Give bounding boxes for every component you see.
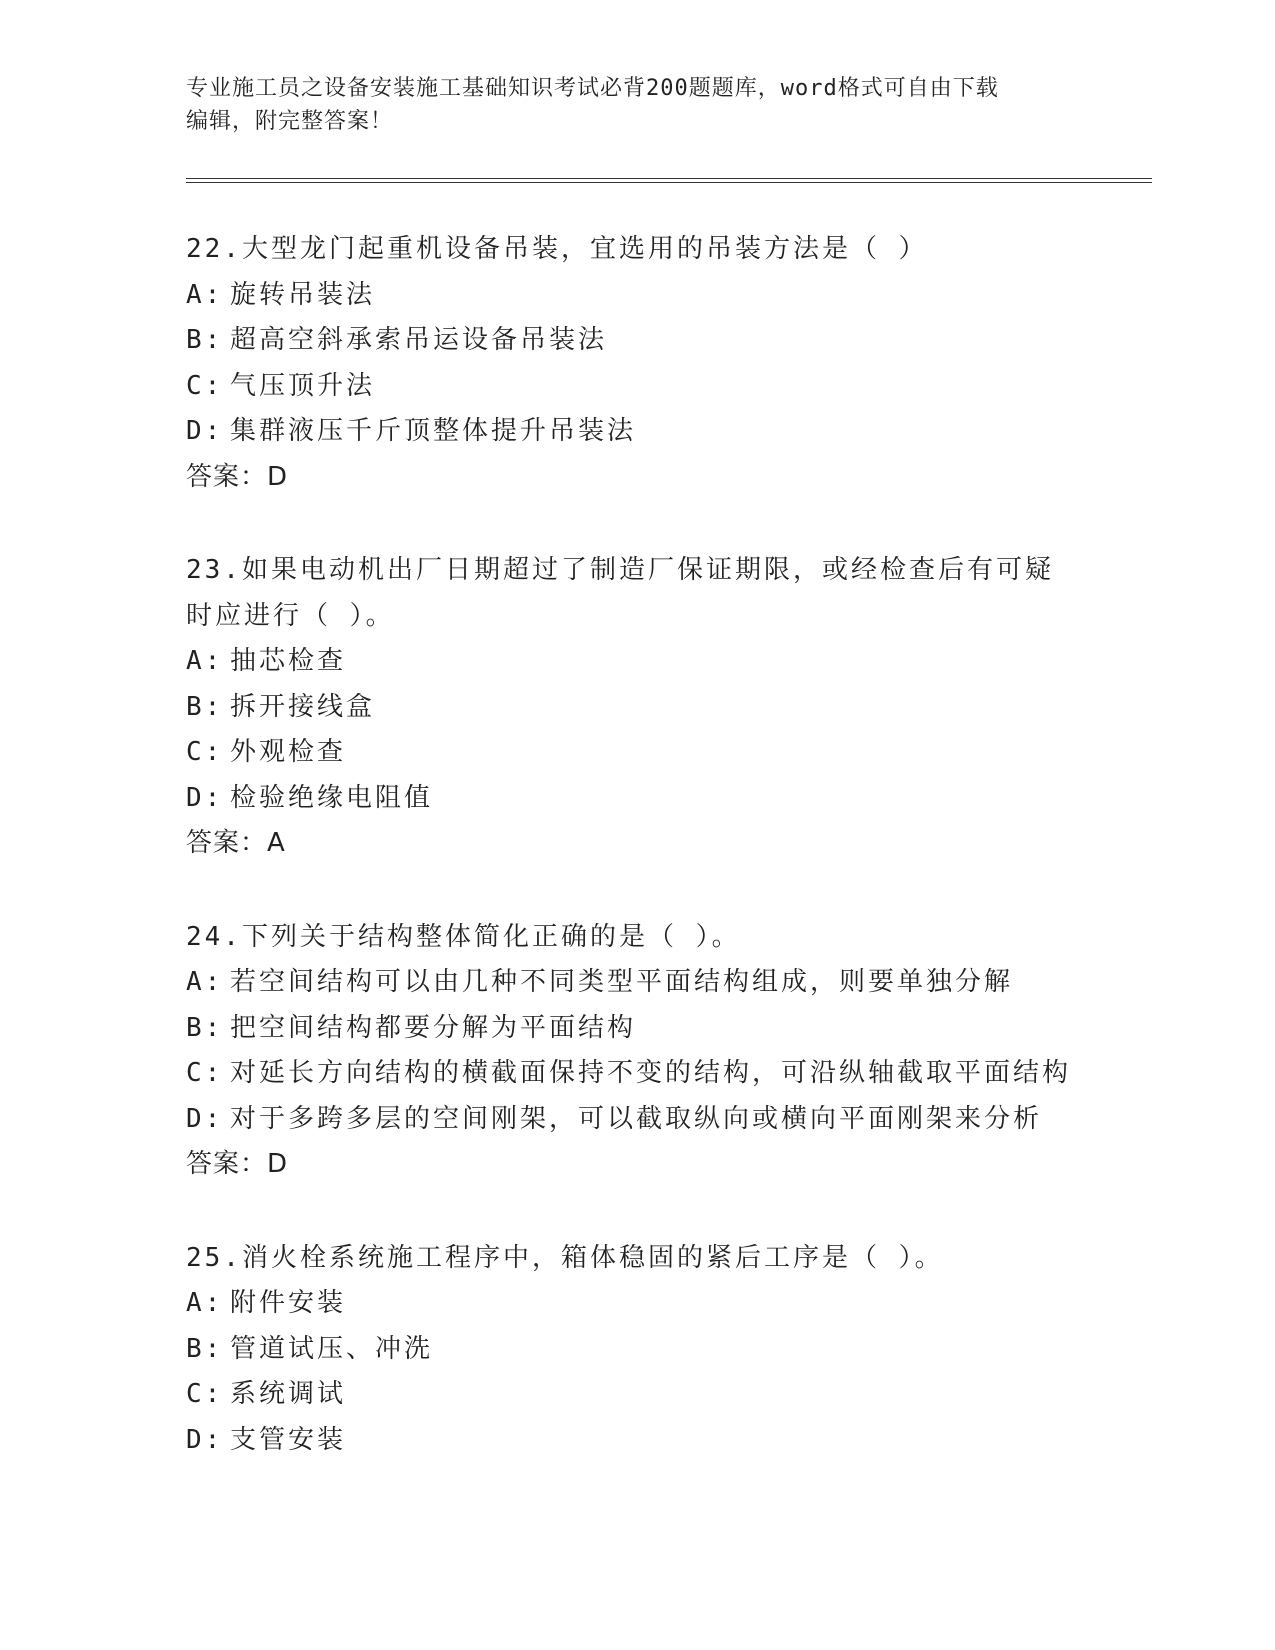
question-stem: 23.如果电动机出厂日期超过了制造厂保证期限，或经检查后有可疑时应进行（ ）。 <box>186 555 1054 631</box>
option-key: D: <box>186 782 224 813</box>
option-b <box>186 1006 1146 1052</box>
question-list <box>186 227 1146 1511</box>
option-d <box>186 776 1146 822</box>
option-d <box>186 1418 1146 1464</box>
option-b <box>186 1327 1146 1373</box>
option-text: 系统调试 <box>230 1379 347 1409</box>
question-stem: 24.下列关于结构整体简化正确的是（ ）。 <box>186 921 741 952</box>
option-key: B: <box>186 691 224 722</box>
option-key: C: <box>186 370 224 401</box>
option-a <box>186 1281 1146 1327</box>
option-b <box>186 685 1146 731</box>
option-a <box>186 960 1146 1006</box>
option-text: 集群液压千斤顶整体提升吊装法 <box>230 416 637 446</box>
option-text: 外观检查 <box>230 737 347 767</box>
answer-line: 答案：D <box>186 1149 289 1179</box>
option-c <box>186 730 1146 776</box>
option-key: B: <box>186 325 224 355</box>
header-line-1: 专业施工员之设备安装施工基础知识考试必背200题题库，word格式可自由下载 <box>186 76 999 101</box>
option-key: D: <box>186 416 224 446</box>
answer-line: 答案：A <box>186 828 286 858</box>
question-stem: 22.大型龙门起重机设备吊装，宜选用的吊装方法是（ ） <box>186 234 928 264</box>
option-d <box>186 1097 1146 1143</box>
option-key: A: <box>186 646 224 676</box>
option-key: C: <box>186 1379 224 1409</box>
option-key: D: <box>186 1424 224 1455</box>
option-a <box>186 273 1146 319</box>
option-text: 附件安装 <box>230 1288 347 1318</box>
option-text: 抽芯检查 <box>230 646 347 676</box>
option-text: 检验绝缘电阻值 <box>230 782 434 813</box>
option-c <box>186 364 1146 410</box>
question-22 <box>186 227 1146 500</box>
header-line-2: 编辑，附完整答案！ <box>186 109 394 134</box>
option-key: C: <box>186 737 224 767</box>
option-text: 支管安装 <box>230 1424 347 1455</box>
option-text: 对于多跨多层的空间刚架，可以截取纵向或横向平面刚架来分析 <box>230 1103 1043 1134</box>
option-key: A: <box>186 967 224 997</box>
option-b <box>186 318 1146 364</box>
document-header <box>186 72 1066 138</box>
option-c <box>186 1051 1146 1097</box>
option-text: 旋转吊装法 <box>230 279 376 310</box>
option-d <box>186 409 1146 455</box>
option-a <box>186 639 1146 685</box>
option-key: B: <box>186 1333 224 1364</box>
question-24 <box>186 915 1146 1188</box>
option-key: D: <box>186 1103 224 1134</box>
option-c <box>186 1372 1146 1418</box>
header-divider-bottom <box>186 182 1152 183</box>
header-divider-top <box>186 178 1152 179</box>
option-text: 把空间结构都要分解为平面结构 <box>230 1012 637 1043</box>
option-text: 超高空斜承索吊运设备吊装法 <box>230 325 608 355</box>
option-text: 对延长方向结构的横截面保持不变的结构，可沿纵轴截取平面结构 <box>230 1058 1072 1088</box>
option-key: A: <box>186 1288 224 1318</box>
option-key: A: <box>186 279 224 310</box>
option-key: B: <box>186 1012 224 1043</box>
question-23 <box>186 548 1146 867</box>
option-text: 若空间结构可以由几种不同类型平面结构组成，则要单独分解 <box>230 967 1014 997</box>
question-stem: 25.消火栓系统施工程序中，箱体稳固的紧后工序是（ ）。 <box>186 1242 944 1273</box>
option-text: 拆开接线盒 <box>230 691 376 722</box>
answer-line: 答案：D <box>186 461 289 492</box>
option-text: 气压顶升法 <box>230 370 376 401</box>
option-key: C: <box>186 1058 224 1088</box>
question-25 <box>186 1236 1146 1464</box>
option-text: 管道试压、冲洗 <box>230 1333 434 1364</box>
